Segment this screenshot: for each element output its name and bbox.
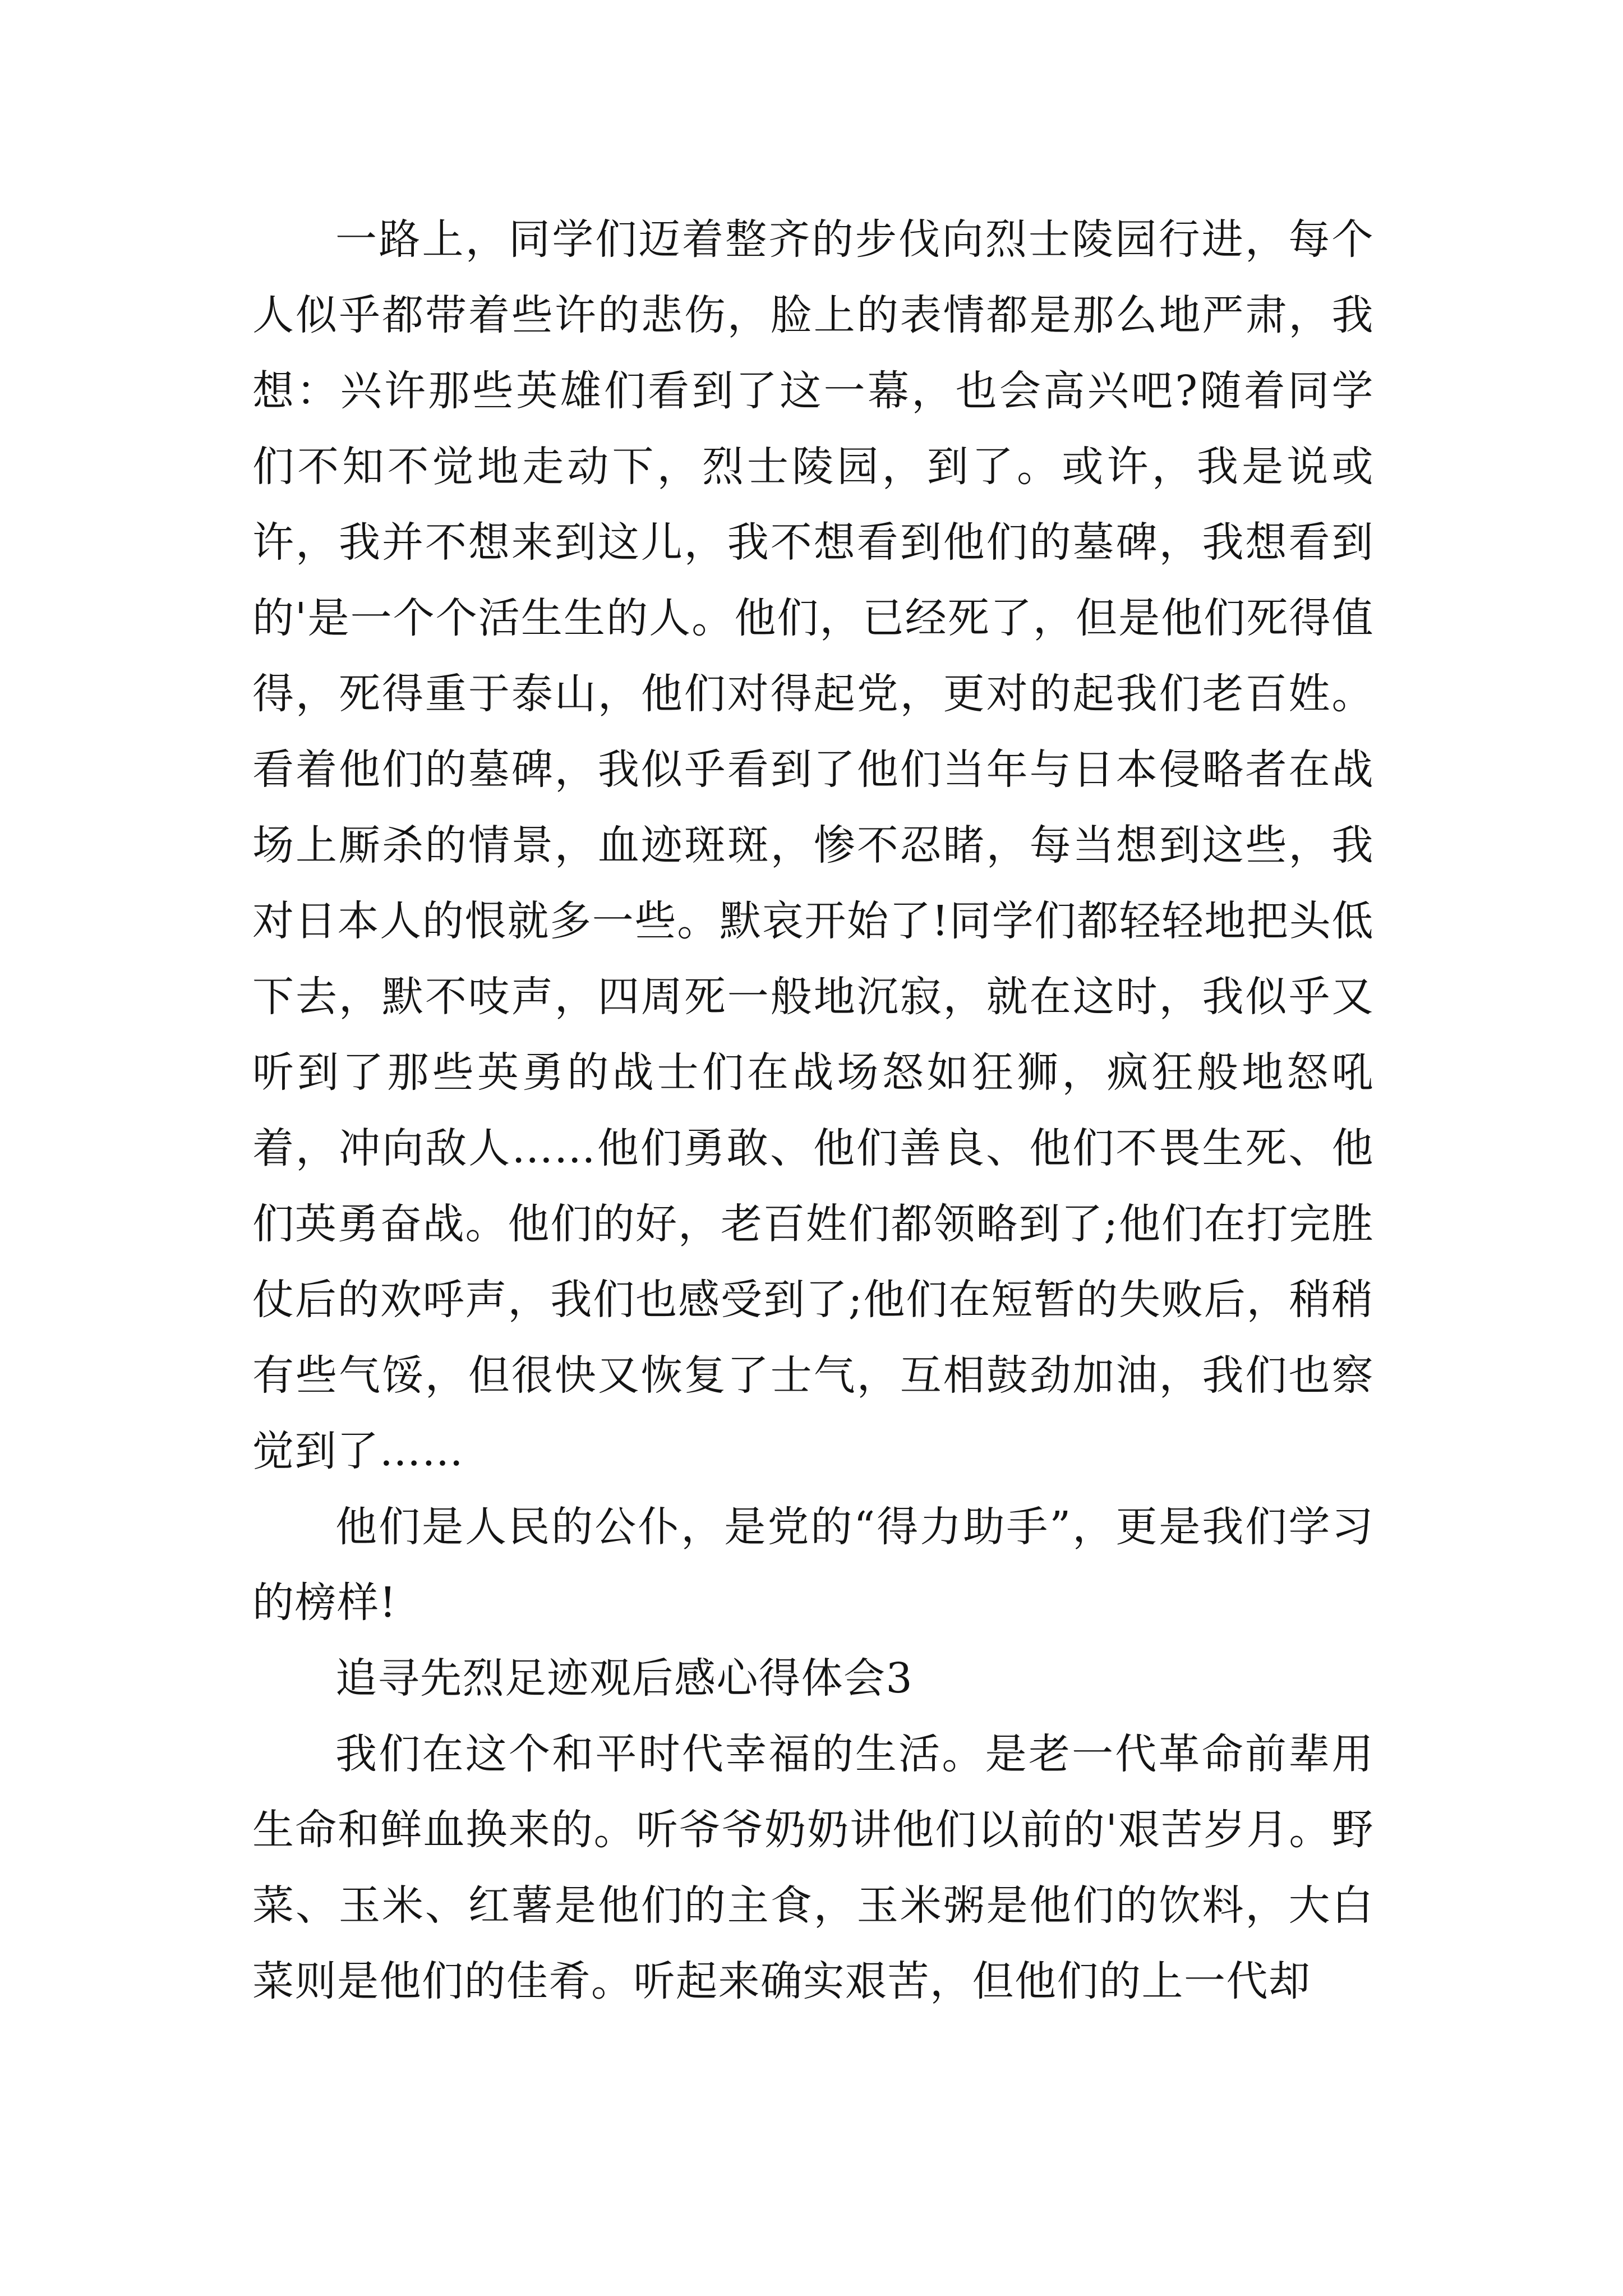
- section-heading: 追寻先烈足迹观后感心得体会3: [335, 1654, 914, 1703]
- paragraph-role-models: 他们是人民的公仆，是党的“得力助手”，更是我们学习的榜样!: [252, 1503, 1374, 1627]
- paragraph-peaceful-life: 我们在这个和平时代幸福的生活。是老一代革命前辈用生命和鲜血换来的。听爷爷奶奶讲他们以前的'艰苦岁月。野菜、玉米、红薯是他们的主食，玉米粥是他们的饮料，大白菜则是他们的佳肴。听起来确实艰苦，但他们的上一代却: [252, 1730, 1374, 2005]
- document-body: [252, 202, 1374, 2019]
- paragraph-memorial-visit: 一路上，同学们迈着整齐的步伐向烈士陵园行进，每个人似乎都带着些许的悲伤，脸上的表情都是那么地严肃，我想：兴许那些英雄们看到了这一幕，也会高兴吧?随着同学们不知不觉地走动下，烈士陵园，到了。或许，我是说或许，我并不想来到这儿，我不想看到他们的墓碑，我想看到的'是一个个活生生的人。他们，已经死了，但是他们死得值得，死得重于泰山，他们对得起党，更对的起我们老百姓。看着他们的墓碑，我似乎看到了他们当年与日本侵略者在战场上厮杀的情景，血迹斑斑，惨不忍睹，每当想到这些，我对日本人的恨就多一些。默哀开始了!同学们都轻轻地把头低下去，默不吱声，四周死一般地沉寂，就在这时，我似乎又听到了那些英勇的战士们在战场怒如狂狮，疯狂般地怒吼着，冲向敌人……他们勇敢、他们善良、他们不畏生死、他们英勇奋战。他们的好，老百姓们都领略到了;他们在打完胜仗后的欢呼声，我们也感受到了;他们在短暂的失败后，稍稍有些气馁，但很快又恢复了士气，互相鼓劲加油，我们也察觉到了……: [252, 215, 1374, 1475]
